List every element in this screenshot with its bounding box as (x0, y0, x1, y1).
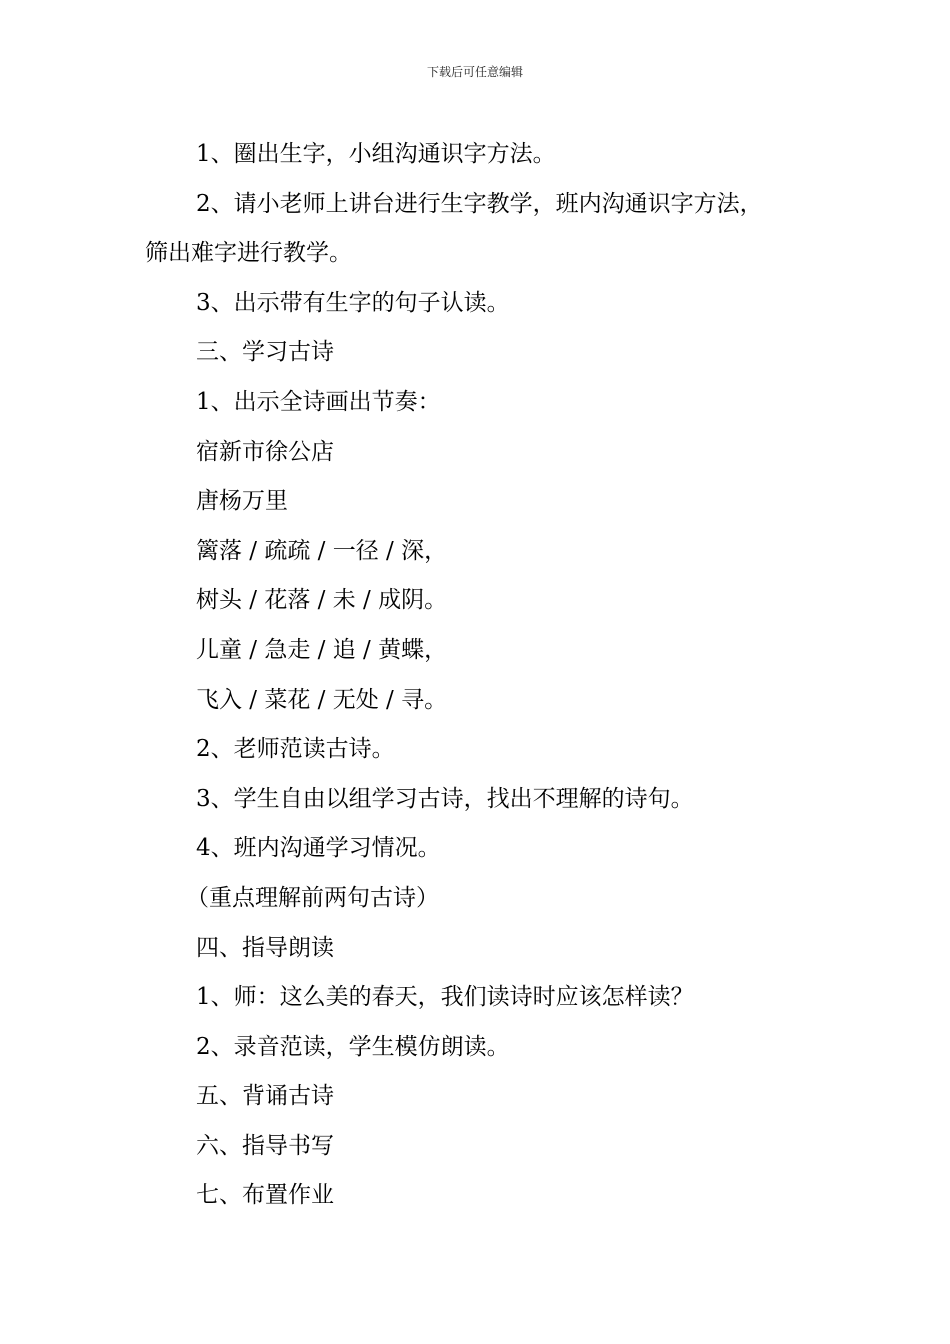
poem-author: 唐杨万里 (196, 488, 288, 515)
section-heading: 四、指导朗读 (196, 934, 334, 961)
poem-line: 飞入 / 菜花 / 无处 / 寻。 (196, 686, 448, 713)
poem-title: 宿新市徐公店 (196, 438, 334, 465)
paragraph-line: 3、学生自由以组学习古诗，找出不理解的诗句。 (196, 785, 694, 812)
paragraph-line-continuation: 筛出难字进行教学。 (145, 240, 352, 267)
poem-line: 树头 / 花落 / 未 / 成阴。 (196, 587, 448, 614)
section-heading: 五、背诵古诗 (196, 1083, 334, 1110)
page-header: 下载后可任意编辑 (426, 65, 523, 79)
paragraph-line: 2、请小老师上讲台进行生字教学，班内沟通识字方法， (196, 190, 763, 217)
section-heading: 七、布置作业 (196, 1182, 334, 1209)
paragraph-line: 1、师：这么美的春天，我们读诗时应该怎样读？ (196, 984, 694, 1011)
poem-line: 儿童 / 急走 / 追 / 黄蝶， (196, 636, 448, 663)
paragraph-line: 4、班内沟通学习情况。 (196, 835, 441, 862)
paragraph-line: 1、出示全诗画出节奏： (196, 388, 441, 415)
paragraph-line: 3、出示带有生字的句子认读。 (196, 289, 510, 316)
paragraph-note: （重点理解前两句古诗） (186, 884, 439, 911)
section-heading: 六、指导书写 (196, 1132, 334, 1159)
poem-line: 篱落 / 疏疏 / 一径 / 深， (196, 537, 448, 564)
section-heading: 三、学习古诗 (196, 339, 334, 366)
paragraph-line: 2、老师范读古诗。 (196, 736, 395, 763)
paragraph-line: 1、圈出生字，小组沟通识字方法。 (196, 141, 556, 167)
document-body (145, 130, 835, 1221)
paragraph-line: 2、录音范读，学生模仿朗读。 (196, 1033, 510, 1060)
